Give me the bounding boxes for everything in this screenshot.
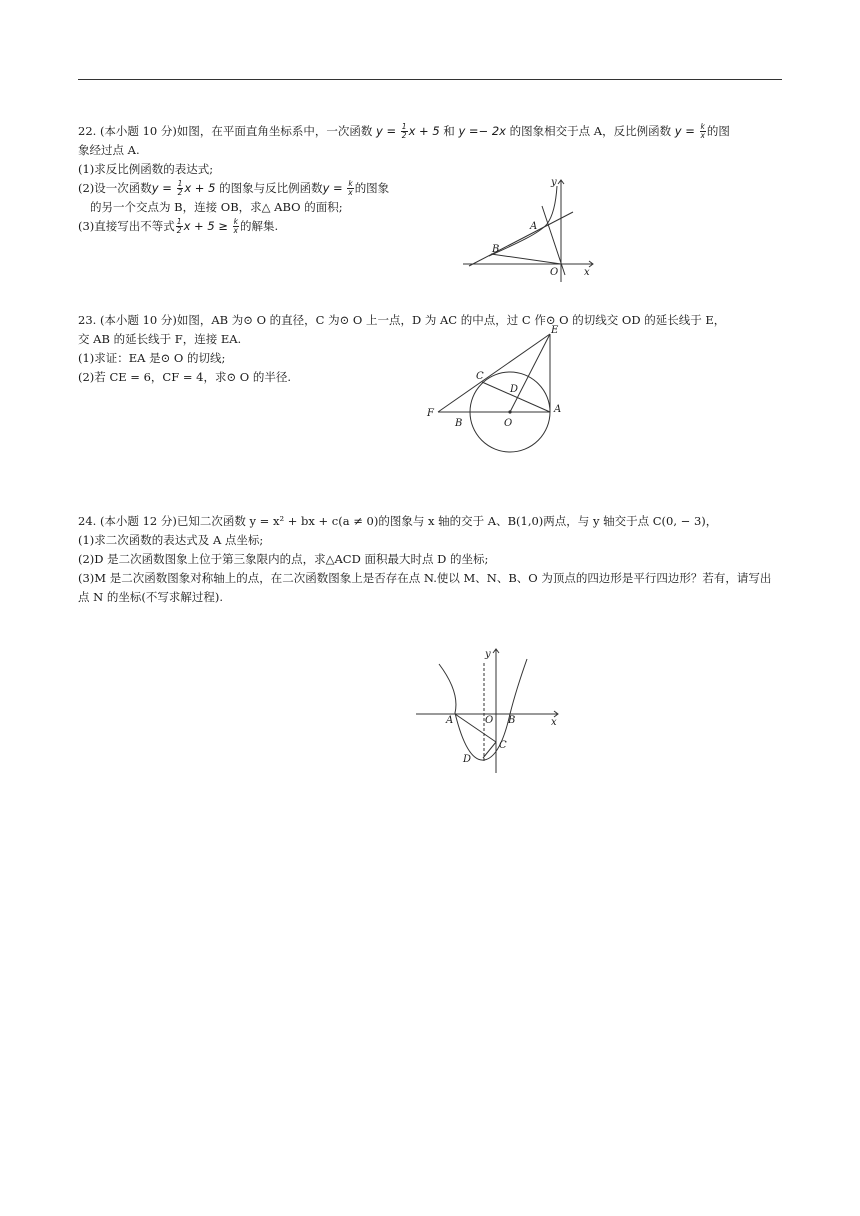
q23-label-c: C bbox=[476, 371, 484, 382]
q24-label-y: y bbox=[485, 649, 491, 660]
q22-segment-ob bbox=[491, 254, 561, 264]
q23-label-a: A bbox=[554, 404, 562, 415]
q22-label-o: O bbox=[550, 267, 559, 278]
q22-label-y: y bbox=[551, 177, 557, 188]
q22-line-1 bbox=[78, 122, 782, 141]
q22-part-2: (2)设一次函数y = $\frac{1}{2}$ x + 5 的图象与反比例函数y = $\frac{k}{x}$ 的图象 bbox=[78, 179, 390, 197]
q24-parabola bbox=[439, 659, 527, 760]
q23-part-1: (1)求证：EA 是⊙ O 的切线; bbox=[78, 351, 226, 365]
q22-line-2: 象经过点 A. bbox=[78, 143, 140, 157]
q24-line-1: 24. (本小题 12 分)已知二次函数 y = x² + bx + c(a ≠ 0)的图象与 x 轴的交于 A、B(1,0)两点，与 y 轴交于点 C(0, − 3)， bbox=[78, 514, 718, 528]
q23-label-f: F bbox=[427, 408, 434, 419]
q22-label-x: x bbox=[584, 267, 590, 278]
question-22 bbox=[78, 122, 782, 236]
q23-part-2: (2)若 CE = 6，CF = 4，求⊙ O 的半径. bbox=[78, 370, 291, 384]
q24-part-2: (2)D 是二次函数图象上位于第三象限内的点，求△ACD 面积最大时点 D 的坐标; bbox=[78, 552, 489, 566]
q22-mid: 的图象相交于点 A，反比例函数 bbox=[505, 124, 672, 138]
q24-label-x: x bbox=[551, 717, 557, 728]
q23-label-d: D bbox=[510, 384, 519, 395]
q24-segment-dc bbox=[483, 742, 496, 758]
q23-label-e: E bbox=[551, 325, 559, 336]
q23-line-fe bbox=[438, 334, 550, 412]
q22-head: 22. (本小题 10 分)如图，在平面直角坐标系中，一次函数 bbox=[78, 124, 373, 138]
q24-figure bbox=[413, 645, 568, 775]
q24-part-1: (1)求二次函数的表达式及 A 点坐标; bbox=[78, 533, 264, 547]
q22-part-1: (1)求反比例函数的表达式; bbox=[78, 162, 214, 176]
q23-line-1: 23. (本小题 10 分)如图，AB 为⊙ O 的直径，C 为⊙ O 上一点，D 为 AC 的中点，过 C 作⊙ O 的切线交 OD 的延长线于 E， bbox=[78, 313, 726, 327]
q23-center-dot bbox=[508, 410, 511, 413]
q22-figure bbox=[455, 172, 600, 287]
q23-figure bbox=[420, 322, 570, 457]
q23-label-b: B bbox=[455, 418, 463, 429]
q23-line-2: 交 AB 的延长线于 F，连接 EA. bbox=[78, 332, 242, 346]
q22-line-minus2x bbox=[542, 206, 565, 275]
q22-label-b: B bbox=[492, 244, 500, 255]
header-rule bbox=[78, 79, 782, 80]
q24-label-o: O bbox=[485, 715, 494, 726]
q22-f1: y = $\frac{1}{2}$ x + 5 bbox=[376, 122, 440, 140]
question-24 bbox=[78, 512, 782, 607]
q24-label-a: A bbox=[446, 715, 454, 726]
q24-part-3: (3)M 是二次函数图象对称轴上的点，在二次函数图象上是否存在点 N.使以 M、N、B、O 为顶点的四边形是平行四边形？若有，请写出点 N 的坐标(不写求解过程). bbox=[78, 571, 772, 604]
q22-and: 和 bbox=[439, 124, 459, 138]
q22-tail: 的图 bbox=[706, 124, 730, 138]
q24-label-d: D bbox=[463, 754, 472, 765]
q22-part-3: (3)直接写出不等式 $\frac{1}{2}$ x + 5 ≥ $\frac{k}{x}$ 的解集. bbox=[78, 217, 279, 235]
q22-f3: y = $\frac{k}{x}$ bbox=[674, 122, 705, 140]
q24-label-b: B bbox=[508, 715, 516, 726]
q23-line-oe bbox=[510, 334, 550, 412]
q22-part-2-cont: 的另一个交点为 B，连接 OB，求△ ABO 的面积; bbox=[90, 200, 343, 214]
q22-label-a: A bbox=[530, 221, 538, 232]
q22-f2: y =− 2x bbox=[458, 124, 506, 138]
q24-label-c: C bbox=[499, 740, 507, 751]
q23-label-o: O bbox=[504, 418, 513, 429]
